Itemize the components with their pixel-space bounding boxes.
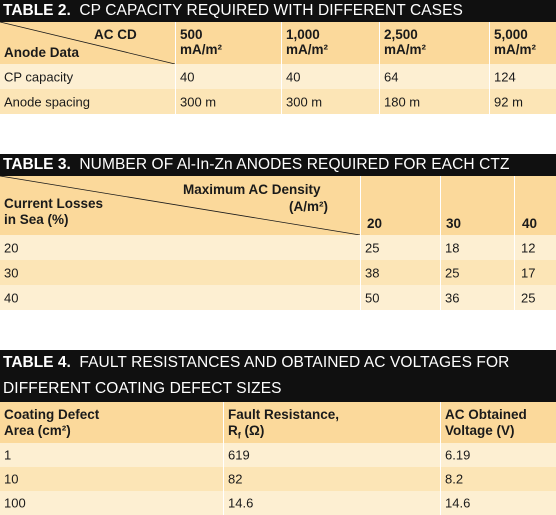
- cell-value: 300 m: [286, 94, 323, 109]
- table-4-title-line-2: [0, 375, 556, 402]
- table-2-col-header: 2,500 mA/m²: [379, 22, 489, 64]
- cell-value: 25: [365, 240, 380, 255]
- cell-value: 18: [445, 240, 460, 255]
- table-3-caption: NUMBER OF Al-In-Zn ANODES REQUIRED FOR EACH CTZ: [79, 156, 510, 173]
- table-2-corner-top: AC CD: [94, 27, 137, 42]
- table-row: [0, 260, 556, 285]
- cell-value: 300 m: [180, 94, 217, 109]
- table-row: [0, 491, 556, 515]
- table-4-title-line-1: [0, 350, 556, 375]
- table-4-number: TABLE 4.: [3, 354, 71, 371]
- cell-value: 14.6: [228, 495, 254, 511]
- table-2-caption: CP CAPACITY REQUIRED WITH DIFFERENT CASES: [79, 2, 463, 19]
- table-2-title: [0, 0, 556, 22]
- table-3-col-header: 30: [440, 176, 514, 235]
- cell-value: 14.6: [445, 495, 471, 511]
- cell-value: 124: [494, 69, 516, 84]
- table-3-corner-cell: [0, 176, 360, 235]
- table-2-number: TABLE 2.: [3, 2, 71, 19]
- table-2-header-row: [0, 22, 556, 64]
- table-3: [0, 154, 556, 310]
- cell-value: 38: [365, 265, 380, 280]
- table-2-col-header: 500 mA/m²: [175, 22, 281, 64]
- row-label: CP capacity: [4, 69, 74, 84]
- cell-value: 64: [384, 69, 399, 84]
- cell-value: 50: [365, 290, 380, 305]
- table-4-header-row: [0, 402, 556, 443]
- table-2: [0, 0, 556, 114]
- cell-value: 180 m: [384, 94, 421, 109]
- cell-value: 92 m: [494, 94, 523, 109]
- table-3-number: TABLE 3.: [3, 156, 71, 173]
- table-2-col-header: 1,000 mA/m²: [281, 22, 379, 64]
- cell-value: 40: [180, 69, 195, 84]
- table-4-col-header: AC Obtained Voltage (V): [440, 402, 556, 443]
- table-row: [0, 64, 556, 89]
- cell-value: 17: [521, 265, 536, 280]
- table-row: [0, 443, 556, 467]
- table-3-title: [0, 154, 556, 176]
- cell-value: 10: [4, 471, 19, 487]
- table-3-corner-bottom-2: in Sea (%): [4, 212, 69, 227]
- cell-value: 25: [445, 265, 460, 280]
- table-3-header-row: [0, 176, 556, 235]
- row-label: Anode spacing: [4, 94, 91, 109]
- cell-value: 12: [521, 240, 536, 255]
- cell-value: 6.19: [445, 447, 471, 463]
- table-2-corner-bottom: Anode Data: [4, 45, 80, 60]
- cell-value: 619: [228, 447, 250, 463]
- table-row: [0, 467, 556, 491]
- table-4-col-header: Coating Defect Area (cm²): [4, 407, 100, 438]
- table-4-caption-1: FAULT RESISTANCES AND OBTAINED AC VOLTAGES FOR: [79, 354, 510, 371]
- table-2-corner-cell: [0, 22, 175, 64]
- table-3-col-header: 20: [360, 176, 440, 235]
- table-3-corner-bottom-1: Current Losses: [4, 196, 104, 211]
- cell-value: 36: [445, 290, 460, 305]
- table-row: [0, 285, 556, 310]
- row-label: 30: [4, 265, 19, 280]
- cell-value: 8.2: [445, 471, 464, 487]
- table-row: [0, 89, 556, 114]
- table-3-corner-top-2: (A/m²): [289, 199, 328, 214]
- table-4: [0, 350, 556, 515]
- table-row: [0, 235, 556, 260]
- table-4-caption-2: DIFFERENT COATING DEFECT SIZES: [3, 380, 282, 397]
- row-label: 40: [4, 290, 19, 305]
- cell-value: 82: [228, 471, 243, 487]
- table-3-col-header: 40: [514, 176, 556, 235]
- table-4-col-header: Fault Resistance, $R_f$ (Ω): [223, 402, 440, 443]
- cell-value: 100: [4, 495, 26, 511]
- cell-value: 25: [521, 290, 536, 305]
- cell-value: 40: [286, 69, 301, 84]
- cell-value: 1: [4, 447, 12, 463]
- table-2-col-header: 5,000 mA/m²: [489, 22, 556, 64]
- row-label: 20: [4, 240, 19, 255]
- table-3-corner-top-1: Maximum AC Density: [183, 182, 321, 197]
